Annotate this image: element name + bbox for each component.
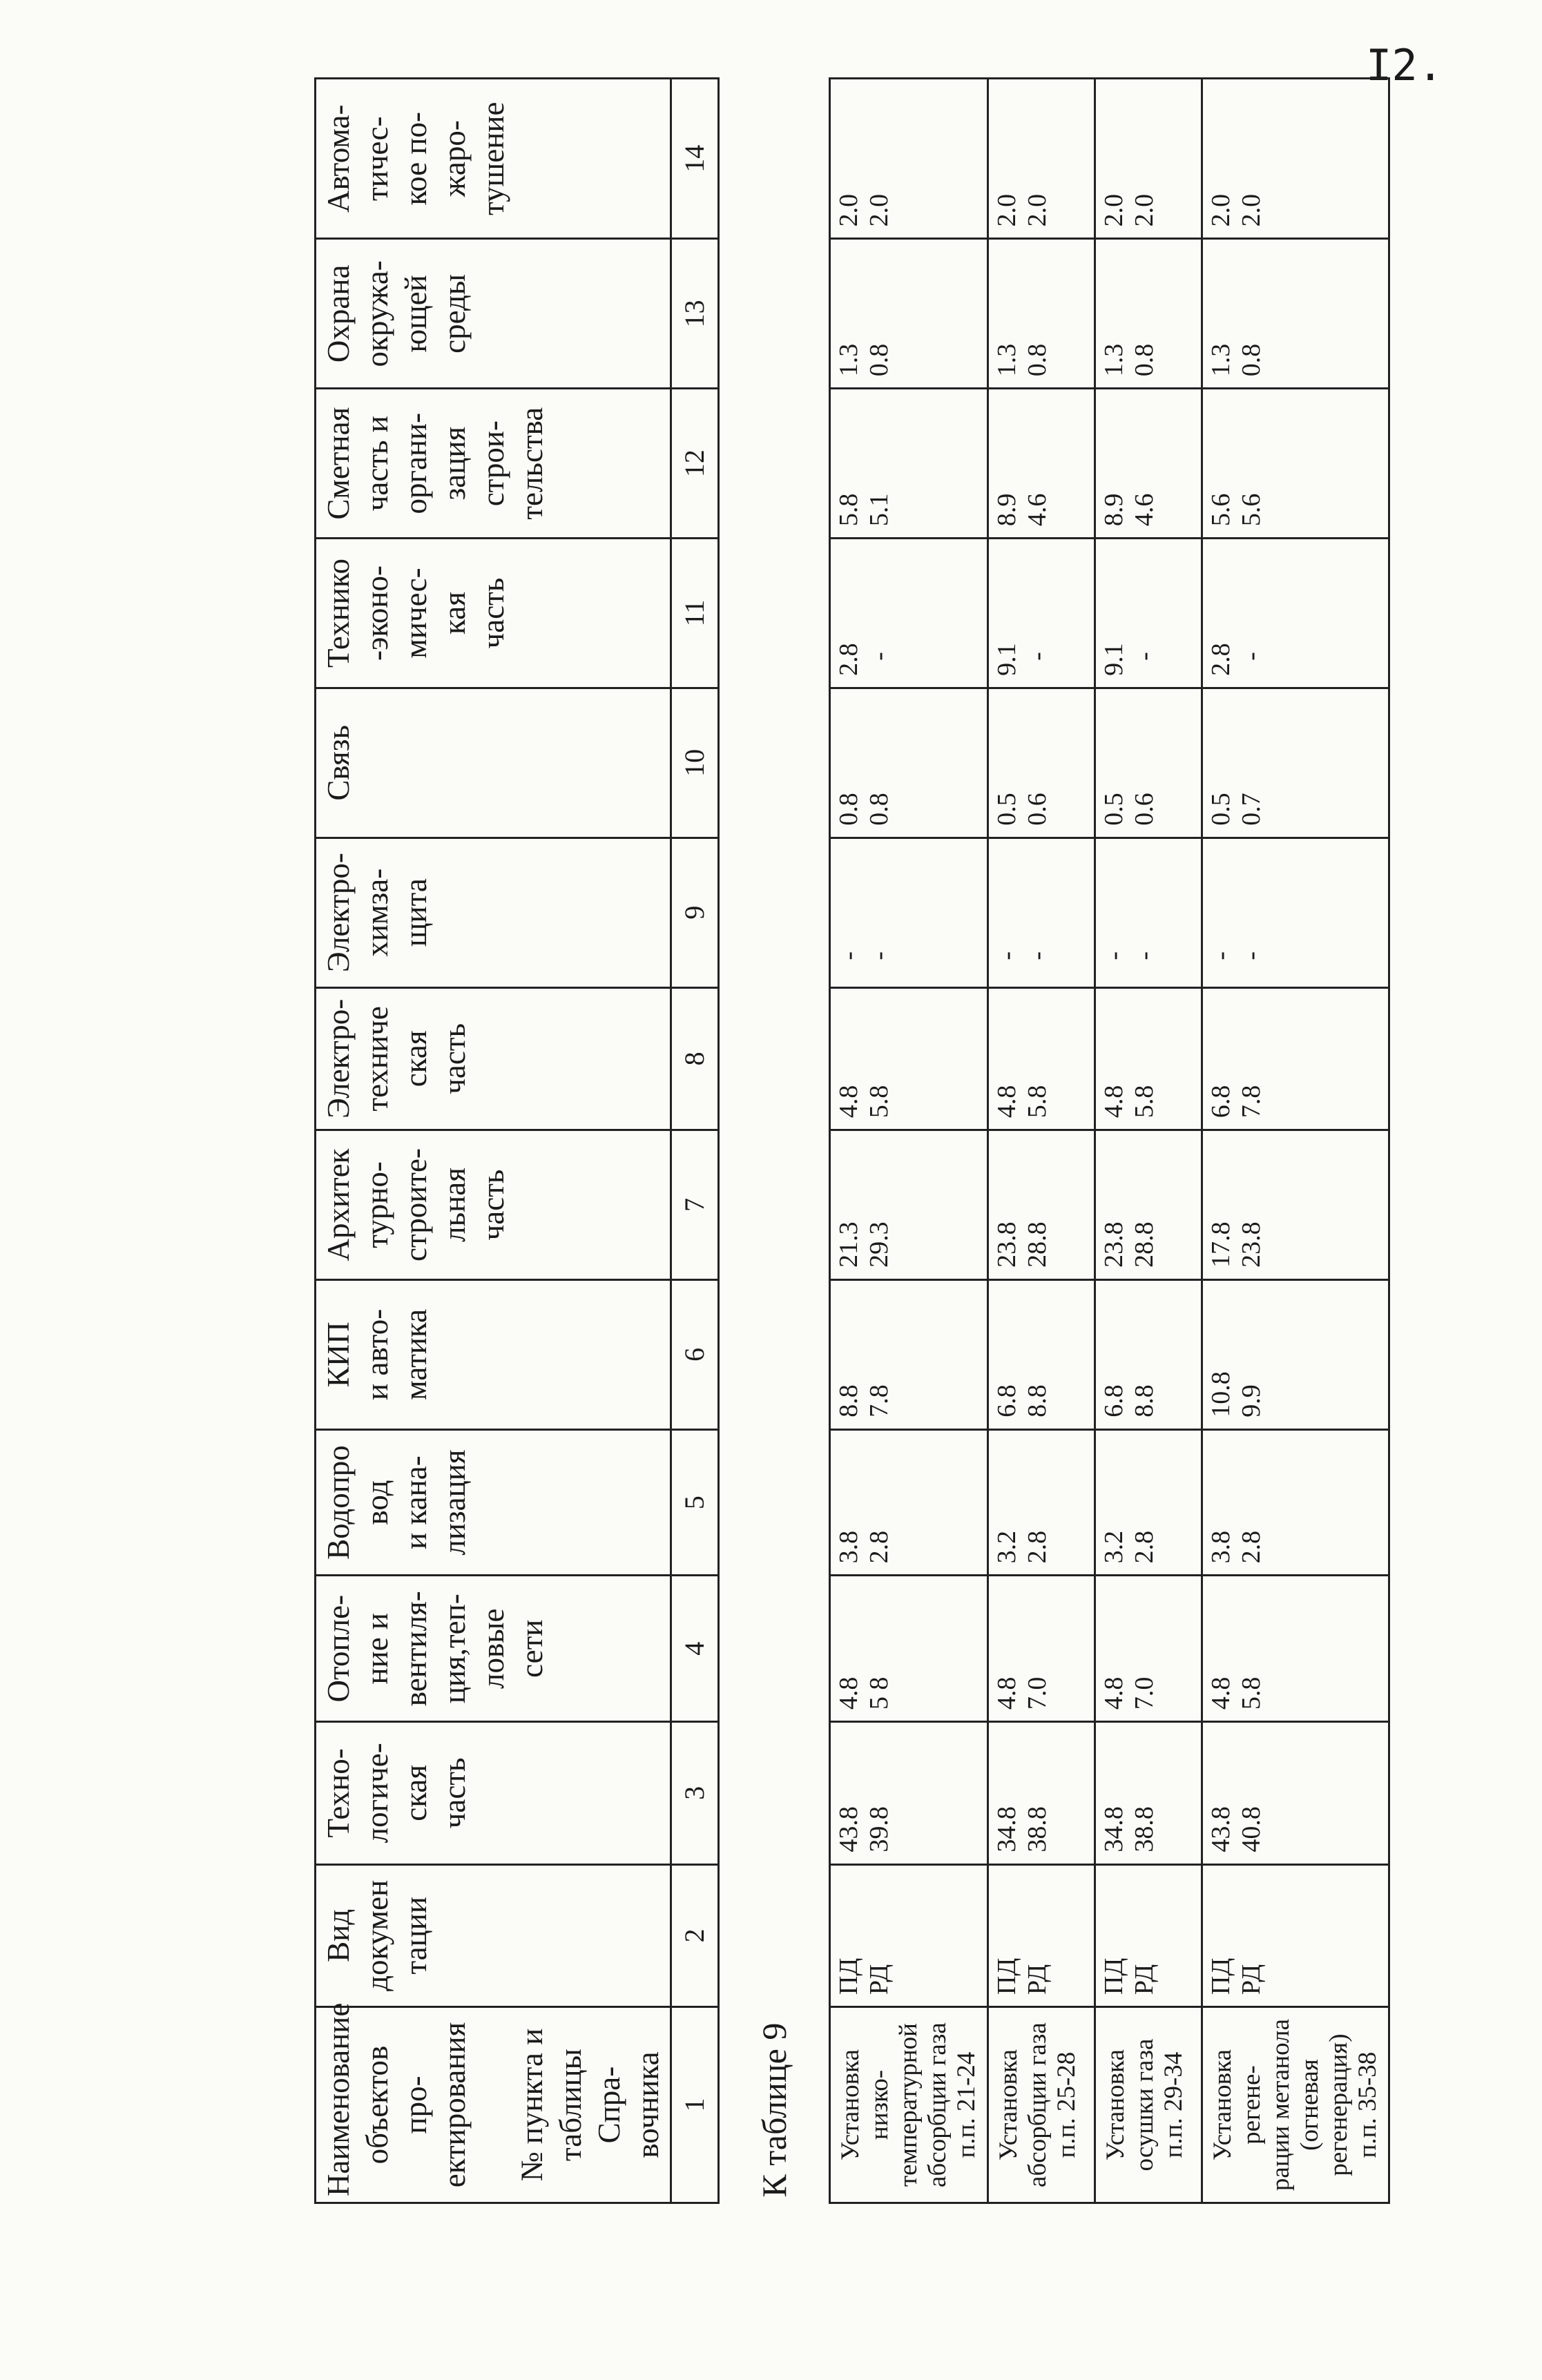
percent-value: 0.5 [992, 793, 1021, 826]
percent-cell [988, 79, 1095, 239]
percent-cell [830, 239, 988, 389]
header-col-14-lines [319, 85, 512, 232]
header-row [316, 79, 671, 2203]
percent-value: 2.8 [834, 643, 863, 676]
header-line: часть [437, 1757, 472, 1829]
header-line: ектирования [437, 2022, 472, 2188]
header-line: Наименование [321, 2002, 356, 2196]
percent-cell [1202, 987, 1389, 1130]
percent-value: 38.8 [1023, 1806, 1052, 1852]
percent-value: 34.8 [992, 1806, 1021, 1852]
percent-value: 0.8 [1023, 343, 1052, 377]
doc-type: РД [1023, 1964, 1052, 1995]
percent-value: 2.8 [1130, 1530, 1159, 1564]
header-line: часть [476, 577, 510, 649]
header-col-10 [316, 688, 671, 838]
percent-cell [1202, 688, 1389, 838]
percent-value: 0.8 [865, 343, 894, 377]
header-line: вод [360, 1480, 394, 1525]
percent-value: 4.6 [1023, 493, 1052, 527]
percent-cell [988, 239, 1095, 389]
percent-cell [830, 987, 988, 1130]
section-spacer [719, 79, 830, 1722]
header-col-11-lines [319, 545, 512, 681]
percent-value: 0.8 [834, 793, 863, 826]
object-name-line: п.п. 25-28 [1052, 2051, 1081, 2158]
percent-value: 4.8 [992, 1085, 1021, 1119]
percent-value: 2.0 [1023, 193, 1052, 227]
percent-value: - [1130, 652, 1159, 661]
doc-type: РД [1130, 1964, 1159, 1995]
doc-type: ПД [992, 1957, 1021, 1995]
column-number: 6 [671, 1279, 719, 1429]
object-name-line: рации метанола [1266, 2018, 1295, 2192]
percent-value: 10.8 [1206, 1371, 1235, 1418]
header-line: льная [437, 1168, 472, 1242]
percent-cell [1202, 1576, 1389, 1722]
header-line: логиче- [360, 1743, 394, 1844]
header-line: сети [514, 1619, 549, 1678]
section-title: К таблице 9 [719, 1722, 830, 2203]
percent-value: 1.3 [1206, 343, 1235, 377]
header-line: ловые [476, 1608, 510, 1689]
header-line: Архитек [321, 1148, 356, 1261]
header-col-13 [316, 239, 671, 389]
percent-cell [1202, 539, 1389, 688]
percent-value: 5.6 [1206, 493, 1235, 527]
header-col-12 [316, 389, 671, 539]
percent-value: 0.5 [1206, 793, 1235, 826]
object-name-line: п.п. 21-24 [952, 2051, 981, 2158]
column-number: 8 [671, 987, 719, 1130]
percent-cell [988, 1722, 1095, 1865]
percent-cell [1095, 1576, 1202, 1722]
header-col-6 [316, 1279, 671, 1429]
header-line: № пункта и [514, 2028, 549, 2182]
header-col-12-lines [319, 395, 551, 532]
object-name-cell [1202, 2007, 1389, 2203]
header-line: КИП [321, 1322, 356, 1388]
header-col-5-lines [319, 1436, 474, 1569]
percent-value: 4.8 [1099, 1085, 1128, 1119]
column-number: 3 [671, 1722, 719, 1865]
percent-value: 0.8 [1130, 343, 1159, 377]
design-cost-table [314, 77, 1390, 2204]
header-line: Вид [321, 1908, 356, 1962]
percent-cell [1202, 79, 1389, 239]
header-line: и кана- [398, 1455, 433, 1549]
percent-value: 0.6 [1023, 793, 1052, 826]
header-line: среды [437, 273, 472, 354]
header-line: Электро- [321, 853, 356, 973]
header-line: -эконо- [360, 565, 394, 661]
header-col-2 [316, 1864, 671, 2007]
object-name-cell [830, 2007, 988, 2203]
header-line: строите- [398, 1148, 433, 1261]
header-line: тельства [514, 407, 549, 520]
header-line: окружа- [360, 260, 394, 367]
percent-cell [1095, 389, 1202, 539]
percent-cell [988, 1429, 1095, 1576]
doc-type: ПД [834, 1957, 863, 1995]
object-name-cell [1095, 2007, 1202, 2203]
percent-value: 6.8 [992, 1384, 1021, 1418]
percent-cell [830, 1429, 988, 1576]
header-line: ция,теп- [437, 1594, 472, 1704]
percent-value: 29.3 [865, 1221, 894, 1268]
object-name-line: (огневая [1295, 2059, 1324, 2151]
percent-value: 2.0 [1237, 193, 1266, 227]
header-line: часть [476, 1169, 510, 1241]
percent-cell [1202, 838, 1389, 987]
object-name-line: Установка регене- [1208, 2049, 1266, 2160]
percent-value: - [865, 652, 894, 661]
column-number: 1 [671, 2007, 719, 2203]
percent-value: - [1099, 951, 1128, 960]
column-number: 10 [671, 688, 719, 838]
percent-cell [1095, 539, 1202, 688]
percent-cell [1202, 1722, 1389, 1865]
percent-value: - [992, 951, 1021, 960]
percent-value: 8.8 [1023, 1384, 1052, 1418]
object-name-cell [988, 2007, 1095, 2203]
percent-value: 0.6 [1130, 793, 1159, 826]
percent-value: 8.9 [992, 493, 1021, 527]
percent-value: 23.8 [1099, 1221, 1128, 1268]
header-col-4-lines [319, 1582, 551, 1715]
percent-value: 43.8 [834, 1806, 863, 1852]
percent-cell [830, 838, 988, 987]
percent-value: 23.8 [1237, 1221, 1266, 1268]
doc-type: ПД [1206, 1957, 1235, 1995]
doc-type-cell [1095, 1864, 1202, 2007]
header-line: ская [398, 1030, 433, 1087]
rotated-table-container [314, 77, 1382, 2204]
header-col-8-lines [319, 994, 474, 1124]
header-line: Связь [321, 724, 356, 801]
percent-cell [988, 389, 1095, 539]
percent-value: 2.8 [865, 1530, 894, 1564]
header-line: ющей [398, 275, 433, 353]
percent-value: 2.8 [1023, 1530, 1052, 1564]
header-col-9-lines [319, 844, 435, 981]
percent-value: 2.0 [1206, 193, 1235, 227]
doc-type-cell [1202, 1864, 1389, 2007]
percent-cell [1095, 239, 1202, 389]
percent-value: - [1237, 652, 1266, 661]
percent-value: 43.8 [1206, 1806, 1235, 1852]
header-col-5 [316, 1429, 671, 1576]
percent-cell [988, 987, 1095, 1130]
object-name-line: п.п. 35-38 [1353, 2051, 1382, 2158]
header-col-7-lines [319, 1136, 512, 1273]
table-row [1202, 79, 1389, 2203]
header-line: и авто- [360, 1308, 394, 1400]
header-line: тушение [476, 101, 510, 215]
percent-cell [988, 838, 1095, 987]
percent-cell [1095, 838, 1202, 987]
header-col-3-lines [319, 1728, 474, 1858]
percent-value: 5 8 [865, 1676, 894, 1710]
percent-value: 4.8 [834, 1676, 863, 1710]
percent-cell [1202, 1279, 1389, 1429]
percent-cell [988, 688, 1095, 838]
percent-value: 38.8 [1130, 1806, 1159, 1852]
percent-value: 4.8 [834, 1085, 863, 1119]
percent-value: 4.8 [1099, 1676, 1128, 1710]
header-line: таблицы Спра- [553, 2049, 626, 2161]
header-line: зация [437, 426, 472, 501]
header-line: Электро- [321, 998, 356, 1119]
object-name-line: осушки газа [1130, 2038, 1159, 2171]
percent-value: 8.9 [1099, 493, 1128, 527]
percent-value: 7.0 [1023, 1676, 1052, 1710]
header-line: мичес- [398, 568, 433, 659]
header-line: кая [437, 592, 472, 635]
header-col-9 [316, 838, 671, 987]
percent-value: 4.8 [1206, 1676, 1235, 1710]
header-line: Водопро [321, 1445, 356, 1560]
header-line: Сметная [321, 407, 356, 520]
percent-value: 6.8 [1206, 1085, 1235, 1119]
header-line: ние и [360, 1612, 394, 1685]
percent-value: 3.2 [992, 1530, 1021, 1564]
header-line: объектов про- [360, 2045, 433, 2165]
header-line: техниче [360, 1006, 394, 1112]
percent-cell [1095, 688, 1202, 838]
percent-value: 2.0 [865, 193, 894, 227]
doc-type-cell [830, 1864, 988, 2007]
header-line: часть [437, 1023, 472, 1094]
percent-value: 8.8 [1130, 1384, 1159, 1418]
percent-value: 4.8 [992, 1676, 1021, 1710]
percent-value: 5.8 [1130, 1085, 1159, 1119]
percent-value: - [865, 951, 894, 960]
doc-type-cell [988, 1864, 1095, 2007]
column-number: 2 [671, 1864, 719, 2007]
percent-value: 2.0 [1099, 193, 1128, 227]
percent-cell [830, 539, 988, 688]
percent-cell [830, 79, 988, 239]
percent-value: 7.0 [1130, 1676, 1159, 1710]
percent-value: 2.0 [1130, 193, 1159, 227]
percent-cell [830, 688, 988, 838]
object-name-line: регенерация) [1324, 2033, 1353, 2176]
percent-cell [988, 1130, 1095, 1280]
percent-value: 17.8 [1206, 1221, 1235, 1268]
percent-value: 39.8 [865, 1806, 894, 1852]
percent-value: 5.1 [865, 493, 894, 527]
header-line: часть и [360, 416, 394, 512]
percent-value: 2.0 [992, 193, 1021, 227]
percent-value: 6.8 [1099, 1384, 1128, 1418]
doc-type: РД [865, 1964, 894, 1995]
header-line: Автома- [321, 104, 356, 213]
percent-cell [1095, 987, 1202, 1130]
percent-cell [830, 389, 988, 539]
header-col-1 [316, 2002, 671, 2203]
header-line: лизация [437, 1449, 472, 1556]
percent-value: 5.8 [1023, 1085, 1052, 1119]
header-line: Охрана [321, 264, 356, 363]
header-col-13-lines [319, 245, 474, 382]
percent-cell [1095, 1279, 1202, 1429]
percent-cell [1095, 79, 1202, 239]
percent-value: 9.1 [992, 643, 1021, 676]
table-body [719, 79, 1389, 2203]
header-col-6-lines [319, 1286, 435, 1423]
percent-value: 40.8 [1237, 1806, 1266, 1852]
percent-value: 8.8 [834, 1384, 863, 1418]
column-number: 11 [671, 539, 719, 688]
object-name-line: абсорбции газа [923, 2022, 952, 2187]
header-line: ская [398, 1764, 433, 1821]
header-line: вентиля- [398, 1591, 433, 1707]
percent-value: 0.8 [1237, 343, 1266, 377]
percent-value: 5.8 [865, 1085, 894, 1119]
header-line: Отопле- [321, 1594, 356, 1703]
header-line: тации [398, 1897, 433, 1975]
percent-cell [1202, 1429, 1389, 1576]
percent-value: 28.8 [1023, 1221, 1052, 1268]
header-line: химза- [360, 868, 394, 957]
percent-cell [988, 1576, 1095, 1722]
header-col-11 [316, 539, 671, 688]
percent-cell [1095, 1722, 1202, 1865]
header-line: вочника [630, 2051, 665, 2158]
percent-value: 1.3 [834, 343, 863, 377]
column-number: 13 [671, 239, 719, 389]
percent-cell [988, 1279, 1095, 1429]
percent-value: 1.3 [1099, 343, 1128, 377]
percent-cell [830, 1279, 988, 1429]
header-line: турно- [360, 1161, 394, 1248]
percent-value: 3.8 [834, 1530, 863, 1564]
percent-cell [1202, 389, 1389, 539]
header-line [474, 2013, 512, 2196]
percent-value: 23.8 [992, 1221, 1021, 1268]
column-number: 5 [671, 1429, 719, 1576]
percent-value: 21.3 [834, 1221, 863, 1268]
table-row [988, 79, 1095, 2203]
doc-type: ПД [1099, 1957, 1128, 1995]
table-row [830, 79, 988, 2203]
header-line: щита [398, 878, 433, 947]
percent-value: 5.8 [1237, 1676, 1266, 1710]
percent-value: 7.8 [865, 1384, 894, 1418]
column-number: 14 [671, 79, 719, 239]
percent-value: 2.8 [1237, 1530, 1266, 1564]
column-number-row [671, 79, 719, 2203]
header-line: Технико [321, 559, 356, 668]
header-line: Техно- [321, 1748, 356, 1838]
header-line: докумен [360, 1879, 394, 1991]
percent-value: 28.8 [1130, 1221, 1159, 1268]
percent-value: - [1023, 951, 1052, 960]
percent-value: 1.3 [992, 343, 1021, 377]
object-name-line: п.п. 29-34 [1159, 2051, 1188, 2158]
percent-value: 0.5 [1099, 793, 1128, 826]
percent-cell [830, 1130, 988, 1280]
percent-value: 0.8 [865, 793, 894, 826]
header-col-2-lines [319, 1871, 435, 2001]
column-number: 9 [671, 838, 719, 987]
object-name-line: температурной [894, 2023, 923, 2187]
percent-value: 5.6 [1237, 493, 1266, 527]
percent-value: - [834, 951, 863, 960]
header-line: органи- [398, 412, 433, 514]
section-row [719, 79, 830, 2203]
percent-cell [1202, 1130, 1389, 1280]
table-row [1095, 79, 1202, 2203]
object-name-line: абсорбции газа [1023, 2022, 1052, 2187]
column-number: 12 [671, 389, 719, 539]
percent-value: - [1237, 951, 1266, 960]
header-col-10-lines [319, 695, 358, 831]
header-line: матика [398, 1308, 433, 1400]
header-line: жаро- [437, 120, 472, 197]
percent-value: 4.6 [1130, 493, 1159, 527]
header-col-4 [316, 1576, 671, 1722]
percent-cell [988, 539, 1095, 688]
doc-type: РД [1237, 1964, 1266, 1995]
percent-value: 7.8 [1237, 1085, 1266, 1119]
percent-value: - [1206, 951, 1235, 960]
header-col-8 [316, 987, 671, 1130]
percent-value: 9.1 [1099, 643, 1128, 676]
header-col-3 [316, 1722, 671, 1865]
object-name-line: Установка низко- [836, 2049, 894, 2160]
percent-cell [1095, 1130, 1202, 1280]
percent-value: 5.8 [834, 493, 863, 527]
header-line: строи- [476, 420, 510, 507]
percent-cell [830, 1576, 988, 1722]
header-line: кое по- [398, 112, 433, 206]
page-number: I2. [1366, 40, 1443, 90]
column-number: 4 [671, 1576, 719, 1722]
column-number: 7 [671, 1130, 719, 1280]
header-line: тичес- [360, 116, 394, 201]
object-name-line: Установка [994, 2049, 1023, 2160]
object-name-line: Установка [1101, 2049, 1130, 2160]
percent-cell [1202, 239, 1389, 389]
percent-value: 3.2 [1099, 1530, 1128, 1564]
percent-value: 9.9 [1237, 1384, 1266, 1418]
percent-value: 2.0 [834, 193, 863, 227]
percent-value: 0.7 [1237, 793, 1266, 826]
percent-value: - [1023, 652, 1052, 661]
header-col-1-lines [319, 2002, 667, 2196]
percent-cell [1095, 1429, 1202, 1576]
percent-cell [830, 1722, 988, 1865]
percent-value: 34.8 [1099, 1806, 1128, 1852]
percent-value: 3.8 [1206, 1530, 1235, 1564]
header-col-7 [316, 1130, 671, 1280]
percent-value: - [1130, 951, 1159, 960]
header-col-14 [316, 79, 671, 239]
percent-value: 2.8 [1206, 643, 1235, 676]
